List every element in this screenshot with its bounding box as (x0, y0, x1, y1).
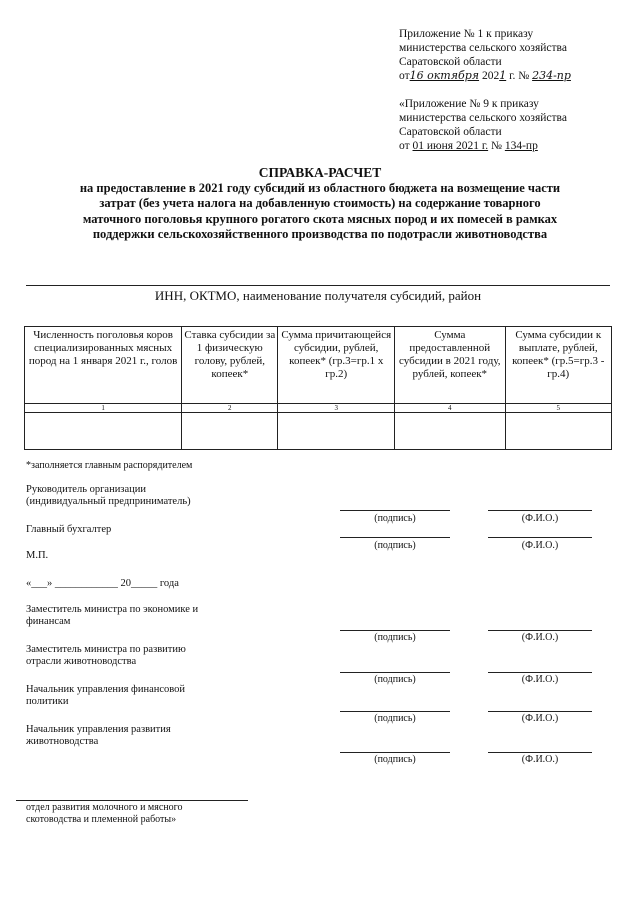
deputy-economy-signature-line (340, 630, 450, 631)
deputy-economy-name-caption: (Ф.И.О.) (521, 632, 559, 643)
table-cell (25, 413, 182, 450)
column-header-1: Численность поголовья коров специализированных мясных пород на 1 января 2021 г., голов (25, 327, 182, 404)
appendix-current-number-handwritten: 234-пр (532, 69, 571, 82)
deputy-economy-line2: финансам (26, 616, 71, 627)
column-number-1: 1 (25, 404, 182, 413)
appendix-previous-line3: Саратовской области (399, 126, 502, 138)
deputy-economy-signature-caption: (подпись) (374, 632, 416, 643)
appendix-previous-number-value: 134-пр (504, 140, 538, 152)
head-label-line2: (индивидуальный предприниматель) (26, 496, 191, 507)
appendix-previous-date-value: 01 июня 2021 г. (412, 140, 489, 152)
appendix-previous-date-prefix: от (399, 140, 410, 152)
column-header-2: Ставка субсидии за 1 физическую голову, рублей, копеек* (182, 327, 278, 404)
department-line2: скотоводства и племенной работы» (26, 814, 177, 825)
appendix-current-year-suffix: г. № (509, 70, 530, 82)
deputy-livestock-signature-caption: (подпись) (374, 674, 416, 685)
appendix-current-date-prefix: от (399, 70, 410, 82)
appendix-previous-number-prefix: № (490, 140, 502, 152)
fin-head-label (26, 684, 185, 708)
table-header-row (25, 327, 612, 404)
deputy-livestock-label (26, 644, 186, 668)
dev-head-line1: Начальник управления развития (26, 724, 171, 735)
head-name-caption: (Ф.И.О.) (521, 513, 559, 524)
seal-label: М.П. (26, 550, 49, 561)
head-label-line1: Руководитель организации (26, 484, 146, 495)
appendix-current-line2: министерства сельского хозяйства (399, 42, 567, 54)
appendix-previous-line1: «Приложение № 9 к приказу (399, 98, 539, 110)
fin-head-line2: политики (26, 696, 69, 707)
column-number-3: 3 (278, 404, 395, 413)
head-signature-caption: (подпись) (374, 513, 416, 524)
title-line1: на предоставление в 2021 году субсидий из областного бюджета на возмещение части (79, 180, 561, 195)
dev-head-line2: животноводства (26, 736, 99, 747)
fin-head-signature-caption: (подпись) (374, 713, 416, 724)
deputy-livestock-line2: отрасли животноводства (26, 656, 137, 667)
accountant-signature-line (340, 537, 450, 538)
department-divider (16, 800, 248, 801)
deputy-economy-name-line (488, 630, 592, 631)
column-header-5: Сумма субсидии к выплате, рублей, копеек* (гр.5=гр.3 - гр.4) (505, 327, 611, 404)
appendix-current-line3: Саратовской области (399, 56, 502, 68)
table-cell (505, 413, 611, 450)
fin-head-signature-line (340, 711, 450, 712)
date-line: «___» ____________ 20_____ года (26, 578, 179, 589)
head-label (26, 484, 191, 508)
appendix-current-date-handwritten: 16 октября (409, 69, 480, 82)
accountant-label: Главный бухгалтер (26, 524, 112, 535)
title-line4: поддержки сельскохозяйственного производства по подотрасли животноводства (92, 227, 548, 241)
title-line2: затрат (без учета налога на добавленную стоимость) на содержание товарного (99, 196, 541, 210)
appendix-current-date-row (399, 69, 571, 83)
table-cell (278, 413, 395, 450)
deputy-livestock-name-caption: (Ф.И.О.) (521, 674, 559, 685)
fin-head-name-caption: (Ф.И.О.) (521, 713, 559, 724)
title-line3: маточного поголовья крупного рогатого скота мясных пород и их помесей в рамках (82, 211, 558, 226)
appendix-previous (399, 97, 567, 153)
head-name-line (488, 510, 592, 511)
accountant-name-caption: (Ф.И.О.) (521, 540, 559, 551)
column-number-2: 2 (182, 404, 278, 413)
dev-head-signature-line (340, 752, 450, 753)
table-data-row (25, 413, 612, 450)
deputy-livestock-name-line (488, 672, 592, 673)
subsidy-table (24, 326, 612, 450)
appendix-current-year-handwritten: 1 (499, 69, 507, 82)
department-line1: отдел развития молочного и мясного (26, 802, 183, 813)
appendix-current-line1: Приложение № 1 к приказу (399, 28, 534, 40)
fin-head-name-line (488, 711, 592, 712)
head-signature-line (340, 510, 450, 511)
deputy-livestock-signature-line (340, 672, 450, 673)
deputy-economy-label (26, 604, 198, 628)
dev-head-label (26, 724, 171, 748)
column-number-4: 4 (395, 404, 506, 413)
column-number-5: 5 (505, 404, 611, 413)
table-cell (395, 413, 506, 450)
recipient-line (26, 285, 610, 286)
table-cell (182, 413, 278, 450)
appendix-current-year-prefix: 202 (481, 70, 500, 82)
dev-head-name-caption: (Ф.И.О.) (521, 754, 559, 765)
appendix-previous-line2: министерства сельского хозяйства (399, 112, 567, 124)
accountant-signature-caption: (подпись) (374, 540, 416, 551)
document-title (20, 165, 620, 243)
recipient-caption: ИНН, ОКТМО, наименование получателя субсидий, район (154, 288, 482, 303)
footnote: *заполняется главным распорядителем (26, 460, 193, 471)
department-label (26, 802, 183, 826)
fin-head-line1: Начальник управления финансовой (26, 684, 186, 695)
deputy-economy-line1: Заместитель министра по экономике и (26, 604, 199, 615)
table-number-row (25, 404, 612, 413)
appendix-previous-date-row (399, 139, 567, 153)
column-header-4: Сумма предоставленной субсидии в 2021 году, рублей, копеек* (395, 327, 506, 404)
dev-head-signature-caption: (подпись) (374, 754, 416, 765)
appendix-current (399, 27, 571, 83)
column-header-3: Сумма причитающейся субсидии, рублей, копеек* (гр.3=гр.1 х гр.2) (278, 327, 395, 404)
title-heading: СПРАВКА-РАСЧЕТ (258, 165, 382, 180)
dev-head-name-line (488, 752, 592, 753)
accountant-name-line (488, 537, 592, 538)
deputy-livestock-line1: Заместитель министра по развитию (26, 644, 186, 655)
